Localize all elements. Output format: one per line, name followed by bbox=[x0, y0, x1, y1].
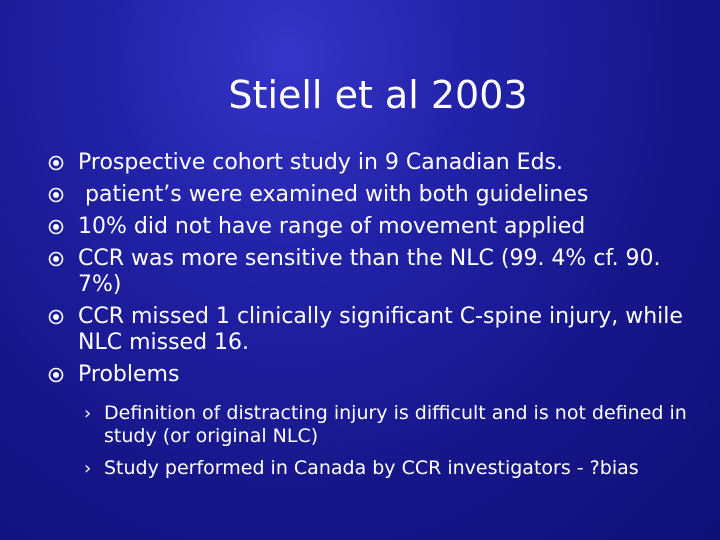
bullet-text: Problems bbox=[78, 362, 180, 387]
sub-bullet-text: Study performed in Canada by CCR investigators - ?bias bbox=[104, 457, 639, 479]
sub-bullet-item bbox=[78, 457, 698, 480]
target-bullet-icon bbox=[48, 367, 64, 383]
chevron-right-icon: › bbox=[84, 403, 92, 424]
bullet-item bbox=[48, 214, 698, 240]
bullet-item bbox=[48, 246, 698, 298]
bullet-item bbox=[48, 150, 698, 176]
bullet-text: Prospective cohort study in 9 Canadian Eds. bbox=[78, 150, 563, 175]
bullet-text: patient’s were examined with both guidelines bbox=[78, 182, 589, 207]
target-bullet-icon bbox=[48, 309, 64, 325]
target-bullet-icon bbox=[48, 251, 64, 267]
bullet-item bbox=[48, 362, 698, 480]
bullet-text: CCR missed 1 clinically significant C-spine injury, while NLC missed 16. bbox=[78, 304, 683, 355]
slide-title: Stiell et al 2003 bbox=[228, 73, 528, 117]
target-bullet-icon bbox=[48, 187, 64, 203]
bullet-list bbox=[48, 150, 698, 489]
sub-bullet-item bbox=[78, 402, 698, 448]
bullet-text: 10% did not have range of movement applied bbox=[78, 214, 586, 239]
bullet-item bbox=[48, 304, 698, 356]
bullet-item bbox=[48, 182, 698, 208]
target-bullet-icon bbox=[48, 155, 64, 171]
chevron-right-icon: › bbox=[84, 458, 92, 479]
sub-bullet-text: Definition of distracting injury is difficult and is not defined in study (or original NLC) bbox=[104, 402, 687, 447]
sub-bullet-list bbox=[78, 402, 698, 480]
bullet-text: CCR was more sensitive than the NLC (99. 4% cf. 90. 7%) bbox=[78, 246, 661, 297]
target-bullet-icon bbox=[48, 219, 64, 235]
